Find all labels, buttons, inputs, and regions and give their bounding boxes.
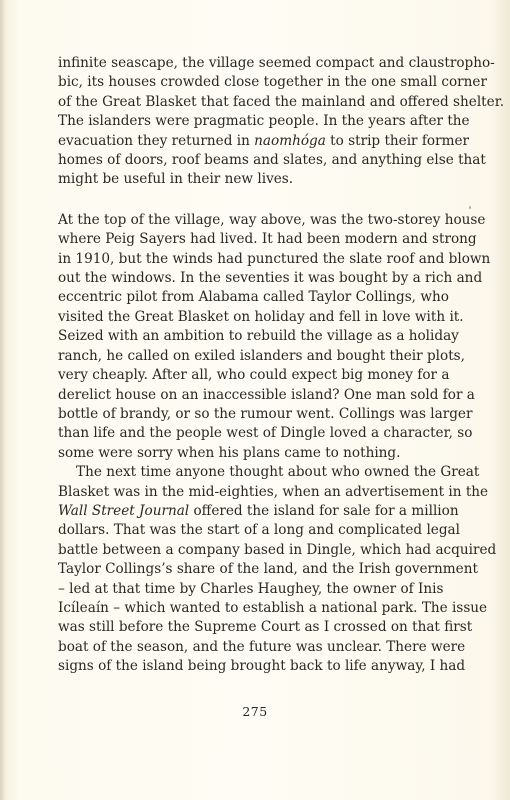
- text-line: Seized with an ambition to rebuild the village as a holiday: [58, 328, 459, 345]
- text-line: signs of the island being brought back to life anyway, I had: [58, 658, 466, 675]
- paper-speck: [469, 206, 471, 209]
- text-line: infinite seascape, the village seemed compact and claustropho-: [58, 55, 495, 71]
- text-fragment: to strip their former: [325, 132, 470, 149]
- text-line: Taylor Collings’s share of the land, and the Irish government: [58, 561, 478, 578]
- page-number: 275: [242, 704, 268, 719]
- text-line: where Peig Sayers had lived. It had been modern and strong: [58, 231, 477, 248]
- italic-term: naomhóga: [254, 132, 326, 149]
- text-line: [58, 502, 466, 521]
- paragraph-2: [58, 211, 491, 463]
- text-line: very cheaply. After all, who could expect big money for a: [58, 367, 450, 384]
- text-line: The next time anyone thought about who owned the Great: [76, 464, 480, 481]
- text-fragment: evacuation they returned in: [58, 132, 250, 149]
- text-line: was still before the Supreme Court as I crossed on that first: [58, 619, 473, 636]
- paragraph-3: [58, 463, 497, 676]
- text-line: out the windows. In the seventies it was bought by a rich and: [58, 270, 483, 287]
- text-fragment: offered the island for sale for a million: [189, 502, 459, 519]
- text-line: The islanders were pragmatic people. In the years after the: [58, 113, 470, 130]
- text-line: of the Great Blasket that faced the mainland and offered shelter.: [58, 93, 505, 110]
- text-line: in 1910, but the winds had punctured the slate roof and blown: [58, 250, 491, 267]
- text-line: [58, 132, 470, 151]
- text-line: visited the Great Blasket on holiday and fell in love with it.: [58, 308, 464, 325]
- section-break: [58, 190, 466, 211]
- paragraph-1: [58, 54, 505, 190]
- text-line: battle between a company based in Dingle, which had acquired: [58, 541, 497, 558]
- text-line: At the top of the village, way above, was the two-storey house: [58, 211, 486, 228]
- text-line: bottle of brandy, or so the rumour went. Collings was larger: [58, 405, 473, 422]
- text-line: might be useful in their new lives.: [58, 171, 294, 188]
- text-line: eccentric pilot from Alabama called Taylor Collings, who: [58, 289, 449, 306]
- text-line: Icíleaín – which wanted to establish a national park. The issue: [58, 599, 488, 616]
- text-line: ranch, he called on exiled islanders and bought their plots,: [58, 347, 465, 364]
- text-line: – led at that time by Charles Haughey, the owner of Inis: [58, 580, 444, 597]
- text-line: Blasket was in the mid-eighties, when an advertisement in the: [58, 483, 489, 500]
- text-line: than life and the people west of Dingle loved a character, so: [58, 425, 473, 442]
- text-line: some were sorry when his plans came to nothing.: [58, 444, 401, 461]
- text-line: dollars. That was the start of a long and complicated legal: [58, 522, 460, 539]
- text-line: boat of the season, and the future was unclear. There were: [58, 638, 466, 655]
- body-text: [58, 54, 505, 677]
- italic-title: Wall Street Journal: [58, 502, 190, 519]
- text-line: derelict house on an inaccessible island? One man sold for a: [58, 386, 475, 403]
- page-edge-shadow: [0, 0, 6, 800]
- text-line: bic, its houses crowded close together in the one small corner: [58, 74, 487, 91]
- text-line: homes of doors, roof beams and slates, and anything else that: [58, 152, 486, 169]
